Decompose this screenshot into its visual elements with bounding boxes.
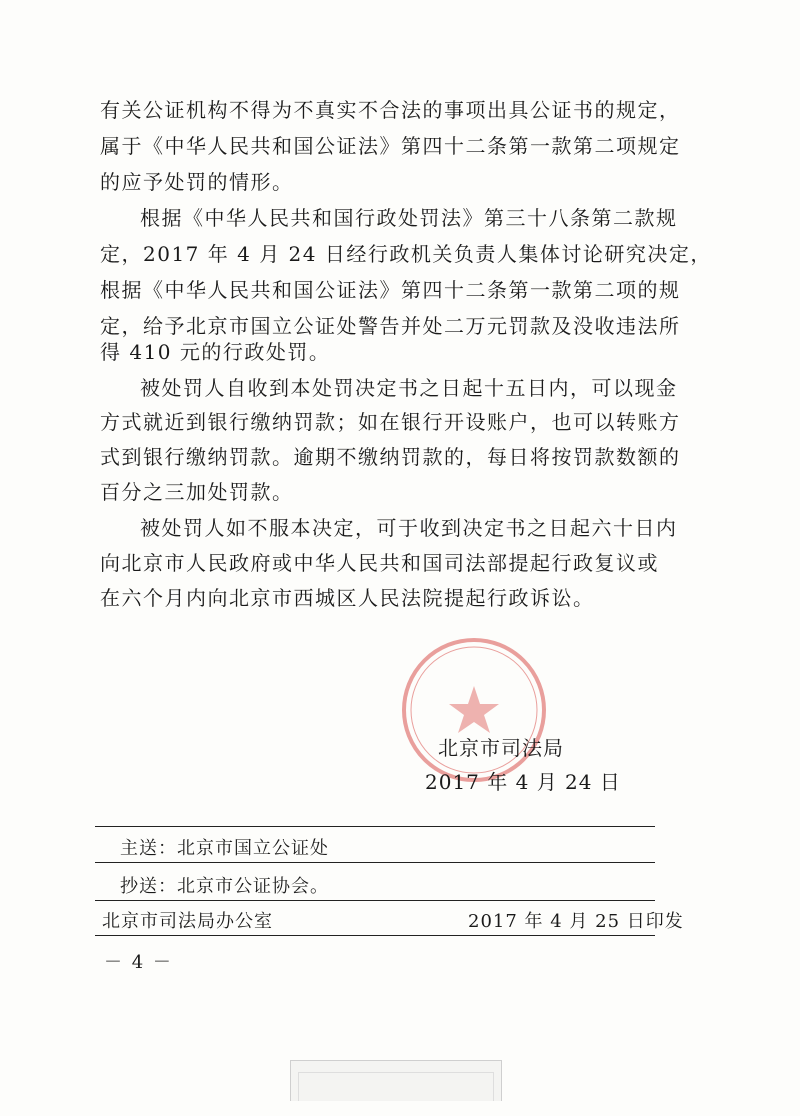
signature-date: 2017 年 4 月 24 日 <box>425 770 621 794</box>
body-line-6: 根据《中华人民共和国公证法》第四十二条第一款第二项的规 <box>100 278 681 302</box>
body-line-4: 根据《中华人民共和国行政处罚法》第三十八条第二款规 <box>140 206 678 230</box>
divider-bottom <box>95 935 655 936</box>
body-line-15: 在六个月内向北京市西城区人民法院提起行政诉讼。 <box>100 586 595 610</box>
body-line-13: 被处罚人如不服本决定，可于收到决定书之日起六十日内 <box>140 516 678 540</box>
page-number: － 4 － <box>104 952 173 973</box>
body-line-2: 属于《中华人民共和国公证法》第四十二条第一款第二项规定 <box>100 134 681 158</box>
signature-organization: 北京市司法局 <box>438 736 564 760</box>
divider-top <box>95 826 655 827</box>
body-line-12: 百分之三加处罚款。 <box>100 480 294 504</box>
body-line-8: 得 410 元的行政处罚。 <box>100 340 331 364</box>
body-line-7: 定，给予北京市国立公证处警告并处二万元罚款及没收违法所 <box>100 314 681 338</box>
body-line-5: 定，2017 年 4 月 24 日经行政机关负责人集体讨论研究决定， <box>100 242 712 266</box>
body-line-10: 方式就近到银行缴纳罚款；如在银行开设账户，也可以转账方 <box>100 410 681 434</box>
body-line-1: 有关公证机构不得为不真实不合法的事项出具公证书的规定， <box>100 98 681 122</box>
print-date: 2017 年 4 月 25 日印发 <box>468 911 684 932</box>
binder-clip-inner <box>298 1072 494 1101</box>
main-recipient: 主送：北京市国立公证处 <box>120 838 329 859</box>
divider-lower <box>95 900 655 901</box>
issuing-office: 北京市司法局办公室 <box>102 911 273 932</box>
body-line-9: 被处罚人自收到本处罚决定书之日起十五日内，可以现金 <box>140 376 678 400</box>
official-seal <box>400 636 548 784</box>
body-line-14: 向北京市人民政府或中华人民共和国司法部提起行政复议或 <box>100 551 659 575</box>
divider-middle <box>95 862 655 863</box>
copy-to: 抄送：北京市公证协会。 <box>120 876 329 897</box>
body-line-11: 式到银行缴纳罚款。逾期不缴纳罚款的，每日将按罚款数额的 <box>100 445 681 469</box>
body-line-3: 的应予处罚的情形。 <box>100 170 294 194</box>
